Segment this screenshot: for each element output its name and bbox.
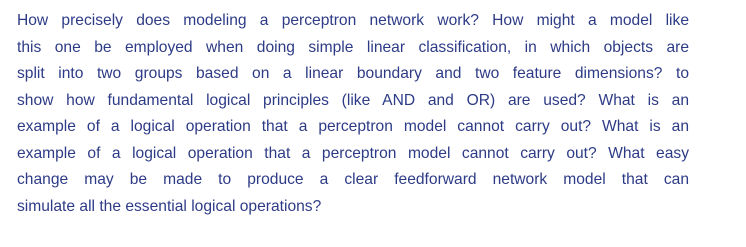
- question-line-8: simulate all the essential logical operations?: [17, 197, 322, 215]
- question-text: [17, 8, 689, 220]
- question-line-6: example of a logical operation that a perceptron model cannot carry out? What easy: [17, 144, 689, 162]
- question-line-4: show how fundamental logical principles (like AND and OR) are used? What is an: [17, 91, 689, 109]
- question-line-1: How precisely does modeling a perceptron network work? How might a model like: [17, 12, 689, 29]
- question-line-7: change may be made to produce a clear feedforward network model that can: [17, 171, 689, 188]
- question-line-5: example of a logical operation that a perceptron model cannot carry out? What is an: [17, 118, 689, 135]
- question-line-3: split into two groups based on a linear boundary and two feature dimensions? to: [17, 65, 689, 82]
- question-line-2: this one be employed when doing simple linear classification, in which objects are: [17, 38, 689, 56]
